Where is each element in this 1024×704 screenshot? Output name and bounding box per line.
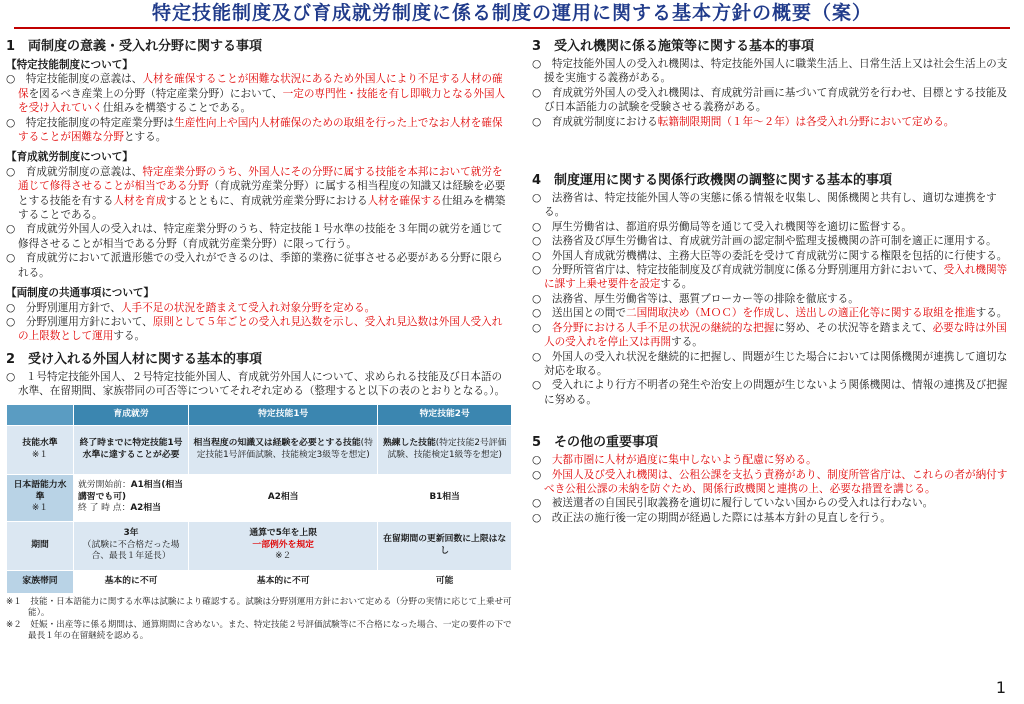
table-notes	[6, 597, 512, 643]
s4-para-8: ○ 各分野における人手不足の状況の継続的な把握に努め、その状況等を踏まえて、必要な時は外国人の受入れを停止又は再開する。	[532, 321, 1007, 349]
s5-para-2: ○ 外国人及び受入れ機関は、公租公課を支払う責務があり、制度所管省庁は、これらの者が納付すべき公租公課の未納を防ぐため、関係行政機関と連携の上、必要な措置を講じる。	[532, 468, 1008, 495]
s4-para-10: ○ 受入れにより行方不明者の発生や治安上の問題が生じないよう関係機関は、情報の連携及び把握に努める。	[532, 379, 1008, 406]
s4-para-1: ○ 法務省は、特定技能外国人等の実態に係る情報を収集し、関係機関と共有し、適切な連携をする。	[532, 192, 997, 219]
title-underline	[14, 27, 1010, 29]
s4-para-6: ○ 法務省、厚生労働省等は、悪質ブローカー等の排除を徹底する。	[532, 292, 859, 305]
s1-para-1: ○ 特定技能制度の意義は、人材を確保することが困難な状況にあるため外国人により不足する人材の確保を図るべき産業上の分野（特定産業分野）において、一定の専門性・技能を有し即戦力となる外国人を受け入れていく仕組みを構築することである。	[6, 73, 506, 115]
s4-para-3: ○ 法務省及び厚生労働省は、育成就労計画の認定制や監理支援機関の許可制を適正に運用する。	[532, 235, 997, 248]
cell-period-ikusei: 3年 （試験に不合格だった場合、最長１年延長）	[74, 521, 189, 570]
s4-para-2: ○ 厚生労働省は、都道府県労働局等を通じて受入れ機関等を適切に監督する。	[532, 220, 913, 233]
subheading-common: 【両制度の共通事項について】	[6, 287, 155, 300]
s5-para-3: ○ 被送還者の自国民引取義務を適切に履行していない国からの受入れは行わない。	[532, 497, 934, 510]
table-header-blank	[7, 404, 74, 425]
comparison-table	[6, 404, 512, 594]
right-column	[532, 33, 1012, 525]
s1-para-2: ○ 特定技能制度の特定産業分野は生産性向上や国内人材確保のための取組を行った上でなお人材を確保することが困難な分野とする。	[6, 116, 503, 144]
note-2: ※２ 妊娠・出産等に係る期間は、通算期間に含めない。また、特定技能２号評価試験等に不合格になった場合、一定の要件の下で最長１年の在留継続を認める。	[6, 619, 512, 642]
s3-para-3: ○ 育成就労制度における転籍制限期間（１年～２年）は各受入れ分野において定める。	[532, 115, 955, 128]
s1-para-4: ○ 育成就労外国人の受入れは、特定産業分野のうち、特定技能１号水準の技能を３年間の就労を通じて修得させることが相当である分野（育成就労産業分野）に限って行う。	[6, 223, 503, 250]
cell-family-tokutei1: 基本的に不可	[189, 570, 378, 593]
table-header-tokutei2: 特定技能2号	[378, 404, 512, 425]
s4-para-7: ○ 送出国との間で二国間取決め（ＭＯＣ）を作成し、送出しの適正化等に関する取組を推進する。	[532, 307, 1008, 320]
left-column	[6, 33, 512, 643]
section-5-heading: 5 その他の重要事項	[532, 435, 659, 451]
cell-family-ikusei: 基本的に不可	[74, 570, 189, 593]
s3-para-1: ○ 特定技能外国人の受入れ機関は、特定技能外国人に職業生活上、日常生活上又は社会生活上の支援を実施する義務がある。	[532, 58, 1008, 85]
row-label-family: 家族帯同	[7, 570, 74, 593]
table-row-family	[7, 570, 512, 593]
page-number: 1	[995, 678, 1006, 697]
s2-para-1: ○ １号特定技能外国人、２号特定技能外国人、育成就労外国人について、求められる技能及び日本語の水準、在留期間、家族帯同の可否等についてそれぞれ定める（整理すると以下の表のとおりとなる。）。	[6, 370, 506, 398]
row-label-period: 期間	[7, 521, 74, 570]
table-row-period	[7, 521, 512, 570]
cell-japanese-tokutei2: B1相当	[378, 474, 512, 521]
section-2-heading: 2 受け入れる外国人材に関する基本的事項	[6, 351, 263, 367]
s5-para-1: ○ 大都市圏に人材が過度に集中しないよう配慮に努める。	[532, 454, 817, 467]
section-4-heading: 4 制度運用に関する関係行政機関の調整に関する基本的事項	[532, 173, 893, 189]
cell-skill-tokutei2: 熟練した技能(特定技能2号評価試験、技能検定1級等を想定)	[378, 425, 512, 474]
subheading-ikusei: 【育成就労制度について】	[6, 151, 133, 164]
section-1-heading: 1 両制度の意義・受入れ分野に関する事項	[6, 39, 263, 54]
row-label-skill: 技能水準 ※１	[7, 425, 74, 474]
s4-para-9: ○ 外国人の受入れ状況を継続的に把握し、問題が生じた場合においては関係機関が連携して適切な対応を取る。	[532, 350, 1008, 377]
s1-para-7: ○ 分野別運用方針において、原則として５年ごとの受入れ見込数を示し、受入れ見込数は外国人受入れの上限数として運用する。	[6, 315, 503, 343]
page-title: 特定技能制度及び育成就労制度に係る制度の運用に関する基本方針の概要（案）	[151, 2, 872, 24]
table-header-row	[7, 404, 512, 425]
table-row-skill	[7, 425, 512, 474]
subheading-tokutei: 【特定技能制度について】	[6, 59, 133, 71]
cell-family-tokutei2: 可能	[378, 570, 512, 593]
s1-para-6: ○ 分野別運用方針で、人手不足の状況を踏まえて受入れ対象分野を定める。	[6, 301, 376, 314]
table-row-japanese	[7, 474, 512, 521]
s1-para-5: ○ 育成就労において派遣形態での受入れができるのは、季節的業務に従事させる必要がある分野に限られる。	[6, 252, 503, 279]
note-1: ※１ 技能・日本語能力に関する水準は試験により確認する。試験は分野別運用方針において定める（分野の実情に応じて上乗せ可能）。	[6, 596, 512, 619]
table-header-ikusei: 育成就労	[74, 404, 189, 425]
cell-period-tokutei1: 通算で5年を上限 一部例外を規定 ※２	[189, 521, 378, 570]
section-3-heading: 3 受入れ機関に係る施策等に関する基本的事項	[532, 39, 815, 54]
s1-para-3: ○ 育成就労制度の意義は、特定産業分野のうち、外国人にその分野に属する技能を本邦において就労を通じて修得させることが相当である分野（育成就労産業分野）に属する相当程度の知識又は経験を必要とする技能を有する人材を育成するとともに、育成就労産業分野における人材を確保する仕組みを構築することである。	[6, 165, 506, 222]
table-header-tokutei1: 特定技能1号	[189, 404, 378, 425]
cell-skill-tokutei1: 相当程度の知識又は経験を必要とする技能(特定技能1号評価試験、技能検定3級等を想定)	[189, 425, 378, 474]
s3-para-2: ○ 育成就労外国人の受入れ機関は、育成就労計画に基づいて育成就労を行わせ、目標とする技能及び日本語能力の試験を受験させる義務がある。	[532, 86, 1008, 114]
row-label-japanese: 日本語能力水準 ※１	[7, 474, 74, 521]
cell-skill-ikusei: 終了時までに特定技能1号水準に達することが必要	[74, 425, 189, 474]
cell-japanese-tokutei1: A2相当	[189, 474, 378, 521]
s5-para-4: ○ 改正法の施行後一定の期間が経過した際には基本方針の見直しを行う。	[532, 511, 891, 524]
s4-para-5: ○ 分野所管省庁は、特定技能制度及び育成就労制度に係る分野別運用方針において、受入れ機関等に課す上乗せ要件を設定する。	[532, 264, 1008, 291]
cell-japanese-ikusei: 就労開始前：A1相当(相当講習でも可) 終 了 時 点：A2相当	[74, 474, 189, 521]
cell-period-tokutei2: 在留期間の更新回数に上限はなし	[378, 521, 512, 570]
s4-para-4: ○ 外国人育成就労機構は、主務大臣等の委託を受けて育成就労に関する権限を包括的に行使する。	[532, 249, 1008, 262]
